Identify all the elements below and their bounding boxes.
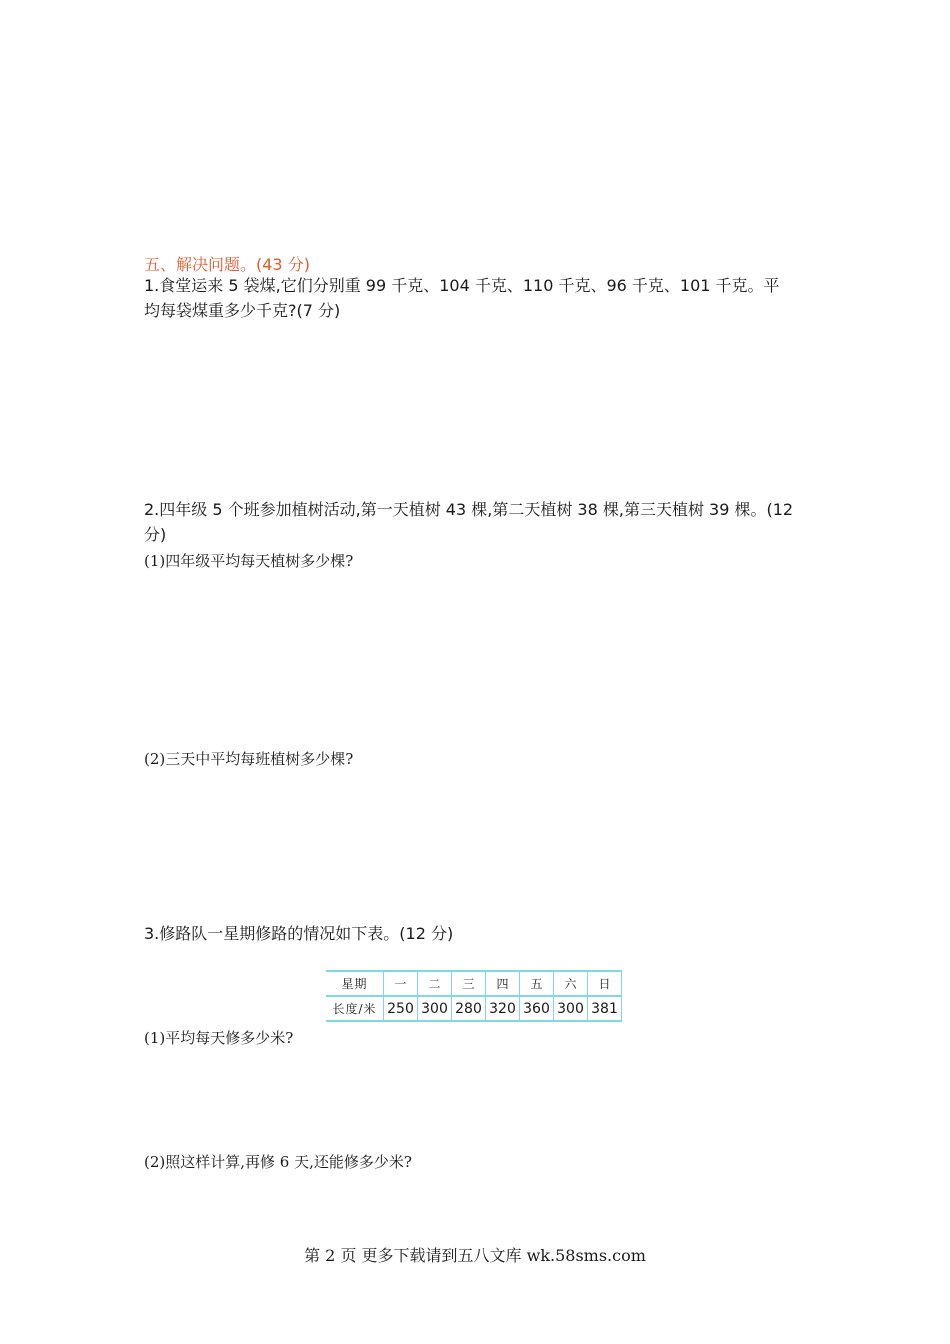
question-2-sub-2: (2)三天中平均每班植树多少棵? — [144, 750, 354, 768]
day-cell: 一 — [384, 971, 418, 996]
length-cell: 300 — [418, 996, 452, 1021]
question-1-line-2: 均每袋煤重多少千克?(7 分) — [144, 301, 341, 320]
table-header-label: 星期 — [326, 971, 384, 996]
table-value-row — [326, 996, 622, 1021]
day-cell: 四 — [486, 971, 520, 996]
length-cell: 300 — [554, 996, 588, 1021]
length-cell: 360 — [520, 996, 554, 1021]
road-repair-table — [326, 970, 622, 1022]
section-title: 五、解决问题。(43 分) — [144, 255, 310, 274]
question-2-line-1: 2.四年级 5 个班参加植树活动,第一天植树 43 棵,第二天植树 38 棵,第三天植树 39 棵。(12 — [144, 500, 794, 519]
day-cell: 六 — [554, 971, 588, 996]
question-3-sub-2: (2)照这样计算,再修 6 天,还能修多少米? — [144, 1153, 412, 1171]
day-cell: 二 — [418, 971, 452, 996]
length-cell: 320 — [486, 996, 520, 1021]
table-row-label: 长度/米 — [326, 996, 384, 1021]
question-3-sub-1: (1)平均每天修多少米? — [144, 1029, 294, 1047]
day-cell: 三 — [452, 971, 486, 996]
length-cell: 280 — [452, 996, 486, 1021]
length-cell: 381 — [588, 996, 622, 1021]
day-cell: 日 — [588, 971, 622, 996]
question-2-line-2: 分) — [144, 525, 167, 544]
table-header-row — [326, 971, 622, 996]
page-footer: 第 2 页 更多下载请到五八文库 wk.58sms.com — [304, 1246, 646, 1265]
question-3-line-1: 3.修路队一星期修路的情况如下表。(12 分) — [144, 924, 454, 943]
question-1-line-1: 1.食堂运来 5 袋煤,它们分别重 99 千克、104 千克、110 千克、96 千克、101 千克。平 — [144, 276, 780, 295]
day-cell: 五 — [520, 971, 554, 996]
question-2-sub-1: (1)四年级平均每天植树多少棵? — [144, 552, 354, 570]
length-cell: 250 — [384, 996, 418, 1021]
